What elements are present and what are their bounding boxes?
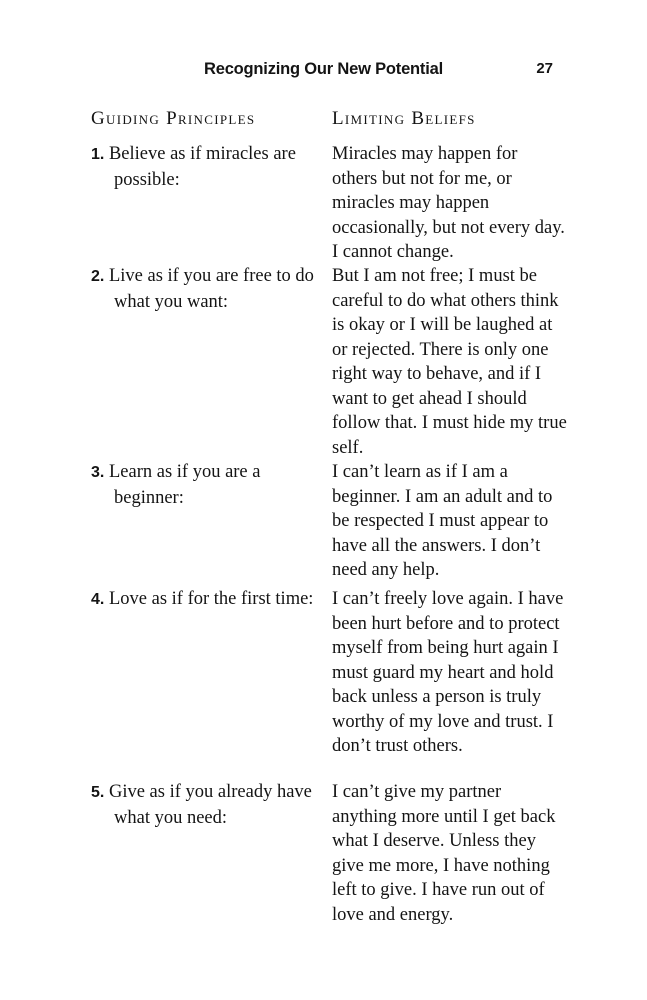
- principle-text: [91, 780, 316, 830]
- entry-number: 4.: [91, 591, 105, 608]
- page-number: 27: [536, 60, 553, 77]
- chapter-title: Recognizing Our New Potential: [204, 60, 443, 78]
- principle-text: [91, 264, 316, 314]
- entry-number: 3.: [91, 464, 105, 481]
- entry-number: 2.: [91, 268, 105, 285]
- belief-text: But I am not free; I must be careful to do what others think is okay or I will be laughed at or rejected. There is only one right way to behave, and if I want to get ahead I should follow that. I must hide my true self.: [332, 266, 567, 458]
- principle-text: [91, 142, 316, 192]
- belief-text: I can’t freely love again. I have been hurt before and to protect myself from being hurt again I must guard my heart and hold back unless a person is truly worthy of my love and trust. I don’t trust others.: [332, 589, 564, 756]
- principle-label: Give as if you already have what you need:: [108, 782, 312, 828]
- belief-text: I can’t give my partner anything more until I get back what I deserve. Unless they give me more, I have nothing left to give. I have run out of love and energy.: [332, 782, 556, 925]
- entry-number: 5.: [91, 784, 105, 801]
- principle-label: Believe as if miracles are possible:: [108, 144, 296, 190]
- principle-label: Love as if for the first time:: [108, 589, 314, 609]
- limiting-beliefs-heading: Limiting Beliefs: [332, 108, 476, 129]
- principle-label: Live as if you are free to do what you want:: [108, 266, 314, 312]
- entry-number: 1.: [91, 146, 105, 163]
- principle-text: [91, 587, 316, 613]
- running-head: [0, 60, 647, 84]
- belief-text: Miracles may happen for others but not for me, or miracles may happen occasionally, but not every day. I cannot change.: [332, 144, 565, 262]
- principle-label: Learn as if you are a beginner:: [108, 462, 261, 508]
- belief-text: I can’t learn as if I am a beginner. I am an adult and to be respected I must appear to have all the answers. I don’t need any help.: [332, 462, 553, 580]
- guiding-principles-heading: Guiding Principles: [91, 108, 256, 129]
- principle-text: [91, 460, 316, 510]
